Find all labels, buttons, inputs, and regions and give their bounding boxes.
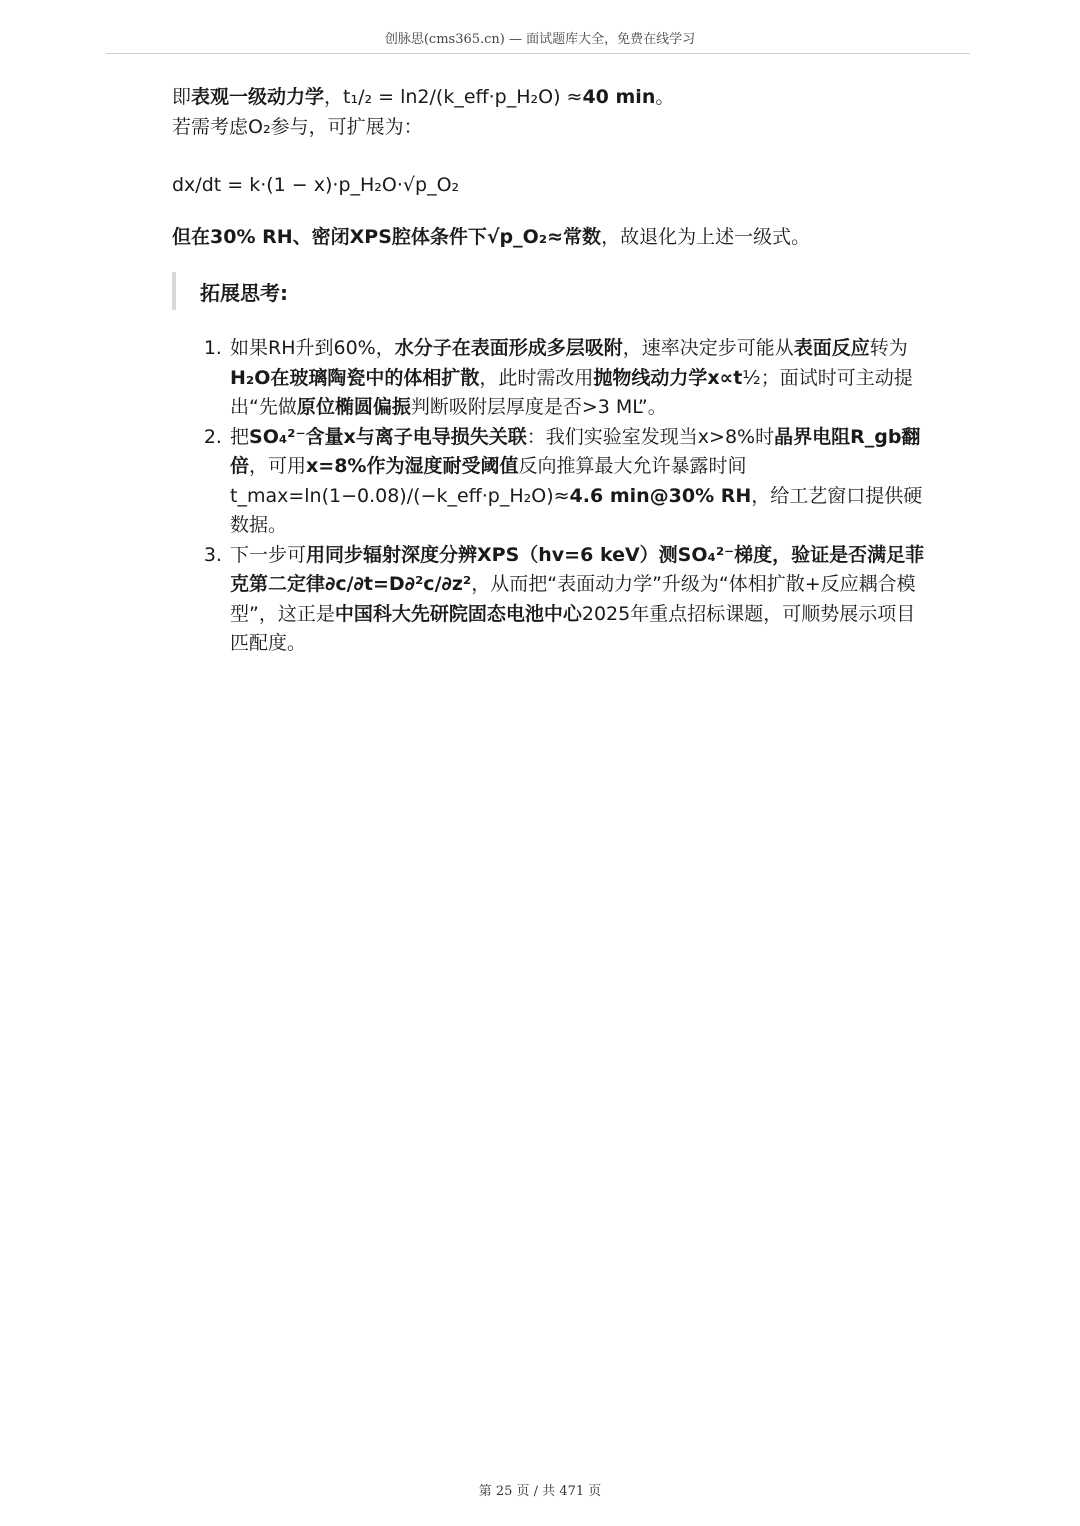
text-run: ，可用 bbox=[249, 455, 307, 477]
bold-run: H₂O在玻璃陶瓷中的体相扩散 bbox=[230, 366, 480, 389]
text-run: 。 bbox=[655, 86, 675, 108]
rate-equation: dx/dt = k·(1 − x)·p_H₂O·√p_O₂ bbox=[172, 174, 460, 196]
text-run: ，故退化为上述一级式。 bbox=[601, 226, 811, 248]
text-run: ：我们实验室发现当x>8%时 bbox=[526, 425, 775, 448]
numbered-list bbox=[172, 334, 932, 659]
callout-title: 拓展思考: bbox=[200, 280, 288, 305]
text-run: 判断吸附层厚度是否>3 ML”。 bbox=[410, 396, 667, 418]
bold-run: 40 min bbox=[582, 86, 656, 108]
bold-run: 用同步辐射深度分辨XPS（hv=6 keV）测SO₄²⁻梯度，验证是否满足菲克第二定律∂c/∂t=D∂²c/∂z² bbox=[230, 543, 925, 595]
bold-run: 抛物线动力学x∝t bbox=[593, 366, 743, 389]
page-footer: 第 25 页 / 共 471 页 bbox=[478, 1484, 602, 1499]
bold-run: 4.6 min@30% RH bbox=[569, 484, 752, 507]
text-run: 下一步可 bbox=[230, 543, 307, 566]
text-run: 反向推算最大允许暴露时间t_max=ln(1−0.08)/(−k_eff·p_H₂O)≈ bbox=[230, 455, 747, 507]
bold-run: SO₄²⁻含量x与离子电导损失关联 bbox=[249, 425, 527, 448]
bold-run: 晶界电阻R_gb翻倍 bbox=[230, 425, 921, 477]
text-run: ½；面试时可主动提出“先做 bbox=[230, 366, 913, 418]
bold-run: 但在30% RH、密闭XPS腔体条件下√p_O₂≈常数 bbox=[172, 226, 602, 248]
paragraph-conditions bbox=[172, 222, 932, 252]
header-divider bbox=[106, 53, 970, 54]
text-run: ，此时需改用 bbox=[479, 366, 594, 389]
bold-run: 表观一级动力学 bbox=[191, 86, 325, 108]
bold-run: 水分子在表面形成多层吸附 bbox=[394, 337, 623, 359]
paragraph-half-life bbox=[172, 82, 932, 112]
bold-run: 表面反应 bbox=[793, 337, 870, 359]
list-item bbox=[228, 423, 932, 541]
document-body bbox=[172, 82, 932, 659]
list-item bbox=[228, 541, 932, 659]
paragraph-o2-extension: 若需考虑O₂参与，可扩展为： bbox=[172, 116, 423, 138]
text-run: ，t₁/₂ = ln2/(k_eff·p_H₂O) ≈ bbox=[324, 86, 583, 108]
text-run: ，从而把“表面动力学”升级为“体相扩散+反应耦合模型”，这正是 bbox=[230, 573, 916, 625]
bold-run: 原位椭圆偏振 bbox=[296, 396, 411, 418]
bold-run: 中国科大先研院固态电池中心 bbox=[334, 602, 582, 625]
text-run: 如果RH升到60%， bbox=[230, 337, 395, 359]
page-header: 创脉思(cms365.cn) — 面试题库大全，免费在线学习 bbox=[384, 32, 696, 47]
text-run: ，给工艺窗口提供硬数据。 bbox=[230, 484, 923, 536]
bold-run: x=8%作为湿度耐受阈值 bbox=[306, 455, 519, 477]
text-run: ，速率决定步可能从 bbox=[622, 337, 794, 359]
list-item bbox=[228, 334, 932, 423]
text-run: 把 bbox=[230, 425, 250, 448]
text-run: 即 bbox=[172, 86, 192, 108]
text-run: 转为 bbox=[869, 337, 908, 359]
text-run: 2025年重点招标课题，可顺势展示项目匹配度。 bbox=[230, 602, 916, 654]
callout-extended-thinking bbox=[172, 272, 932, 310]
